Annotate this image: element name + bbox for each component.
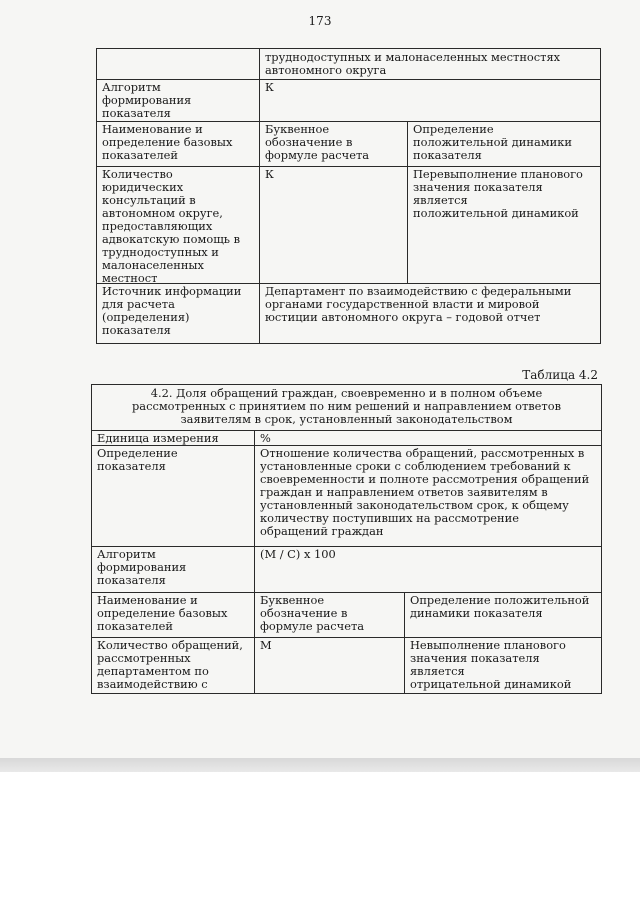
indicator-row-dynamics-2: Невыполнение планового значения показателя является отрицательной динамикой <box>410 638 572 691</box>
unit-value: % <box>260 431 271 445</box>
unit-label: Единица измерения <box>97 431 219 445</box>
letter-header: Буквенное обозначение в формуле расчета <box>265 122 370 162</box>
algorithm-formula: (М / С) х 100 <box>260 547 336 561</box>
definition-label: Определение показателя <box>97 446 178 473</box>
source-value: Департамент по взаимодействию с федеральными органами государственной власти и мировой юстиции автономного округа – годовой отчет <box>265 284 572 324</box>
table-title: 4.2. Доля обращений граждан, своевременно и в полном объеме рассмотренных с принятием по ним решений и направлением ответов заявителям в срок, установленный законодательством <box>131 386 561 426</box>
definition-value: Отношение количества обращений, рассмотренных в установленные сроки с соблюдением требований к своевременности и полноте рассмотрения обращений граждан и направлением ответов заявителям в установленный законодательством срок, к общему количеству поступивших на рассмотрение обращений граждан <box>260 446 590 538</box>
indicator-row-letter: К <box>265 167 274 181</box>
scan-edge-band <box>0 758 640 772</box>
algorithm-label: Алгоритм формирования показателя <box>102 80 192 120</box>
table-caption: Таблица 4.2 <box>522 368 598 382</box>
page-number: 173 <box>308 14 332 28</box>
indicator-row-dynamics: Перевыполнение планового значения показателя является положительной динамикой <box>413 167 583 220</box>
base-indicators-header-2: Наименование и определение базовых показателей <box>97 593 228 633</box>
cont-text: труднодоступных и малонаселенных местностях автономного округа <box>265 50 561 77</box>
positive-dynamics-header-2: Определение положительной динамики показателя <box>410 593 590 620</box>
algorithm-label-2: Алгоритм формирования показателя <box>97 547 187 587</box>
indicator-row-name: Количество юридических консультаций в автономном округе, предоставляющих адвокатскую помощь в труднодоступных и малонаселенных местност <box>102 167 241 283</box>
base-indicators-header: Наименование и определение базовых показателей <box>102 122 233 162</box>
positive-dynamics-header: Определение положительной динамики показателя <box>413 122 572 162</box>
indicator-row-name-2: Количество обращений, рассмотренных департаментом по взаимодействию с <box>97 638 243 691</box>
algorithm-value: К <box>265 80 274 94</box>
letter-header-2: Буквенное обозначение в формуле расчета <box>260 593 365 633</box>
source-label: Источник информации для расчета (определения) показателя <box>102 284 242 337</box>
indicator-row-letter-2: М <box>260 638 272 652</box>
